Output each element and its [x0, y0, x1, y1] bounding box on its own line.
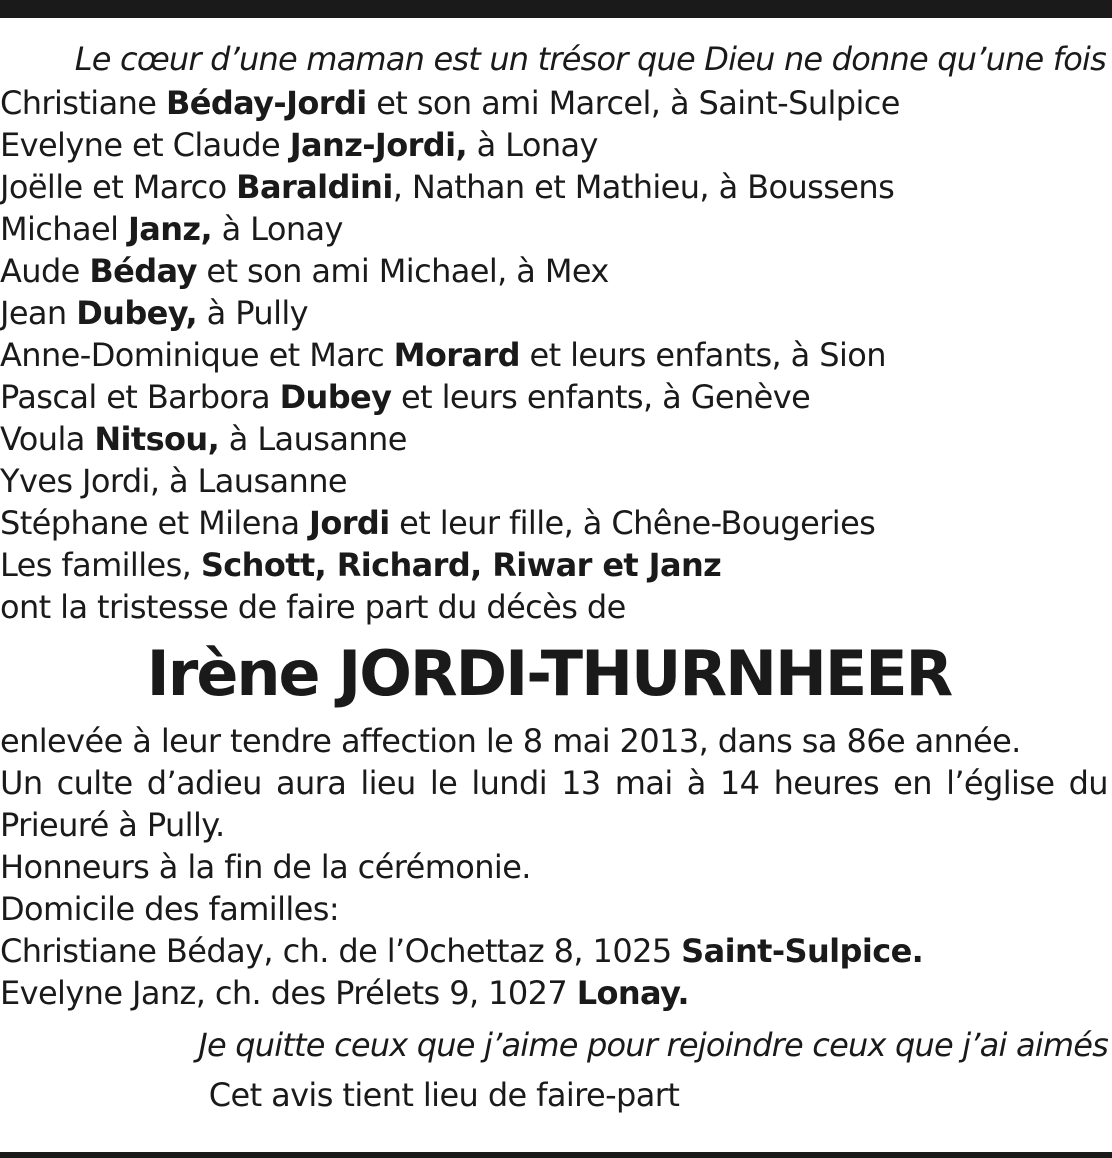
obituary-notice — [0, 38, 1108, 1116]
notice-line: Cet avis tient lieu de faire-part — [208, 1076, 680, 1114]
signer-line: Voula Nitsou, à Lausanne — [0, 420, 407, 458]
signer-line: Les familles, Schott, Richard, Riwar et Janz — [0, 546, 722, 584]
address-line: Christiane Béday, ch. de l’Ochettaz 8, 1025 Saint-Sulpice. — [0, 932, 924, 970]
family-name: Janz-Jordi, — [289, 126, 468, 164]
family-name: Nitsou, — [94, 420, 220, 458]
announcement-line: ont la tristesse de faire part du décès de — [0, 588, 626, 626]
service-details: Un culte d’adieu aura lieu le lundi 13 mai à 14 heures en l’église du Prieuré à Pully. — [0, 764, 1108, 844]
family-name: Dubey — [279, 378, 392, 416]
signer-line: Joëlle et Marco Baraldini, Nathan et Mathieu, à Boussens — [0, 168, 895, 206]
bottom-rule — [0, 1152, 1112, 1158]
address-locality: Lonay. — [576, 974, 689, 1012]
family-name: Baraldini — [236, 168, 393, 206]
signer-list — [0, 82, 1108, 586]
family-name: Béday — [89, 252, 197, 290]
signer-line: Yves Jordi, à Lausanne — [0, 462, 348, 500]
signer-line: Pascal et Barbora Dubey et leurs enfants, à Genève — [0, 378, 811, 416]
domicile-heading: Domicile des familles: — [0, 890, 340, 928]
address-locality: Saint-Sulpice. — [681, 932, 924, 970]
family-name: Jordi — [309, 504, 390, 542]
signer-line: Aude Béday et son ami Michael, à Mex — [0, 252, 609, 290]
family-name: Dubey, — [76, 294, 198, 332]
signer-line: Michael Janz, à Lonay — [0, 210, 343, 248]
closing-quote: Je quitte ceux que j’aime pour rejoindre ceux que j’ai aimés — [198, 1026, 1108, 1064]
family-name: Janz, — [127, 210, 213, 248]
signer-line: Christiane Béday-Jordi et son ami Marcel, à Saint-Sulpice — [0, 84, 900, 122]
family-name: Béday-Jordi — [165, 84, 367, 122]
signer-line: Stéphane et Milena Jordi et leur fille, à Chêne-Bougeries — [0, 504, 876, 542]
family-name: Morard — [393, 336, 520, 374]
epigraph: Le cœur d’une maman est un trésor que Dieu ne donne qu’une fois — [74, 40, 1106, 78]
family-name: Schott, Richard, Riwar et Janz — [200, 546, 722, 584]
deceased-name: Irène JORDI-THURNHEER — [146, 637, 952, 710]
honours-line: Honneurs à la fin de la cérémonie. — [0, 848, 531, 886]
top-rule — [0, 0, 1112, 18]
address-line: Evelyne Janz, ch. des Prélets 9, 1027 Lonay. — [0, 974, 689, 1012]
signer-line: Jean Dubey, à Pully — [0, 294, 308, 332]
signer-line: Evelyne et Claude Janz-Jordi, à Lonay — [0, 126, 598, 164]
signer-line: Anne-Dominique et Marc Morard et leurs enfants, à Sion — [0, 336, 886, 374]
death-line: enlevée à leur tendre affection le 8 mai 2013, dans sa 86e année. — [0, 722, 1021, 760]
